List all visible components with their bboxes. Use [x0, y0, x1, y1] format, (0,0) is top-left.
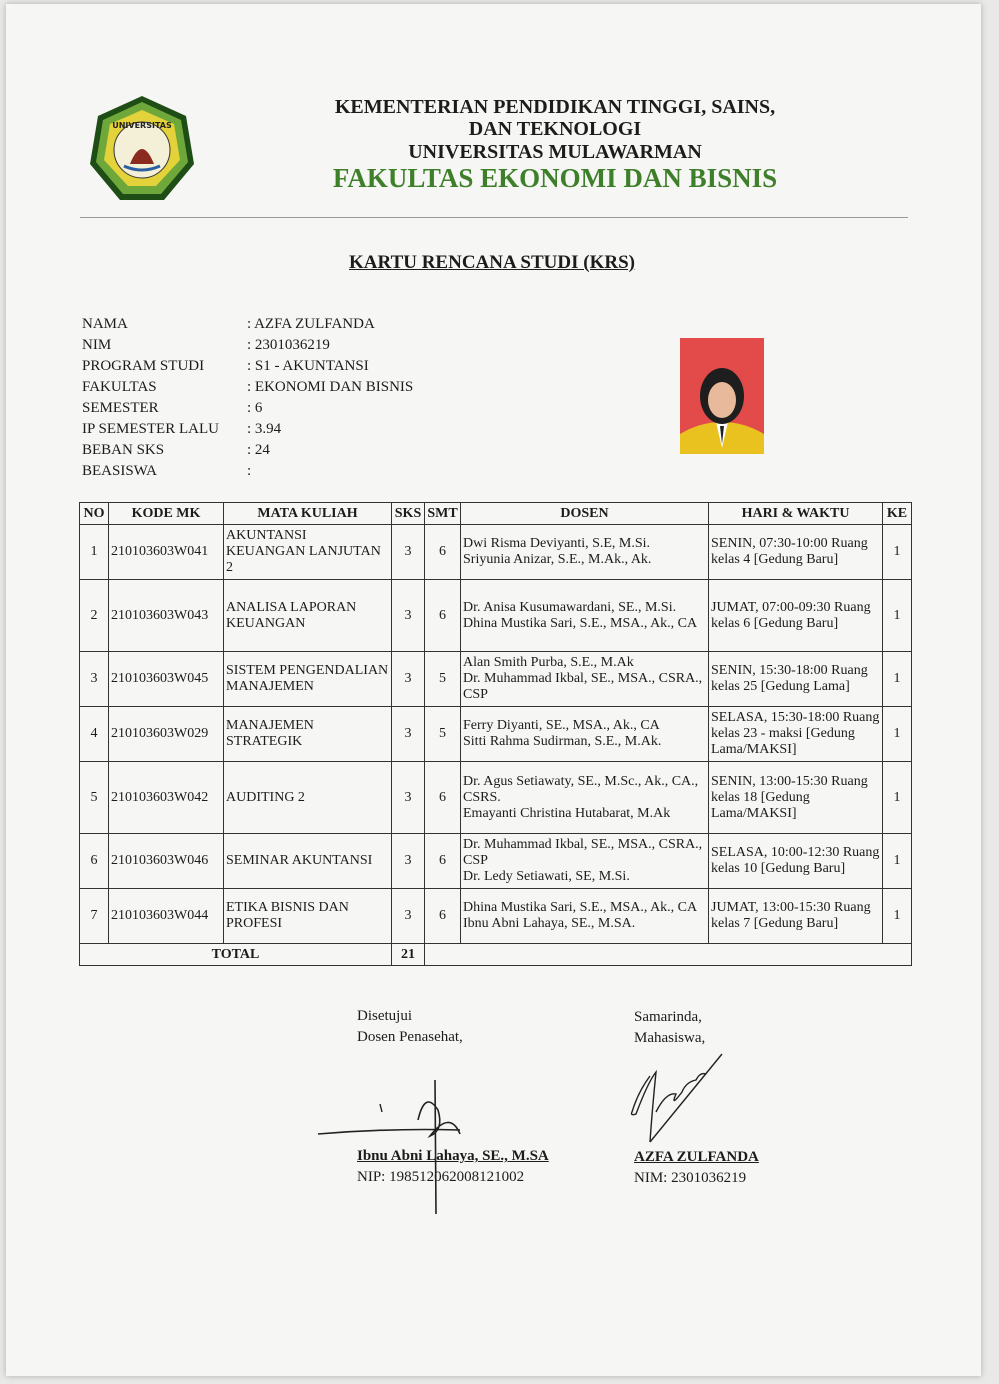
cell-smt: 6	[425, 580, 461, 652]
university-name: UNIVERSITAS MULAWARMAN	[408, 141, 702, 163]
ministry-line-1: KEMENTERIAN PENDIDIKAN TINGGI, SAINS,	[334, 96, 776, 118]
cell-dosen	[461, 525, 709, 580]
dosen-name: Dr. Muhammad Ikbal, SE., MSA., CSRA., CSP	[463, 837, 703, 868]
cell-hari-waktu: JUMAT, 07:00-09:30 Ruang kelas 6 [Gedung Baru]	[709, 580, 883, 652]
student-nim: NIM: 2301036219	[634, 1170, 747, 1186]
table-row	[80, 762, 912, 834]
col-sks: SKS	[392, 503, 425, 525]
cell-no: 6	[80, 834, 109, 889]
col-mata-kuliah: MATA KULIAH	[224, 503, 392, 525]
total-label: TOTAL	[80, 944, 392, 966]
student-signature-icon	[626, 1052, 726, 1148]
student-role-label: Mahasiswa,	[634, 1030, 706, 1046]
cell-no: 2	[80, 580, 109, 652]
cell-kode: 210103603W046	[109, 834, 224, 889]
ministry-line-2: DAN TEKNOLOGI	[468, 118, 642, 140]
cell-no: 3	[80, 652, 109, 707]
cell-mata-kuliah: ETIKA BISNIS DAN PROFESI	[224, 889, 392, 944]
cell-ke: 1	[883, 525, 912, 580]
cell-ke: 1	[883, 652, 912, 707]
cell-mata-kuliah: AKUNTANSI KEUANGAN LANJUTAN 2	[224, 525, 392, 580]
document-title: KARTU RENCANA STUDI (KRS)	[349, 252, 635, 273]
cell-kode: 210103603W041	[109, 525, 224, 580]
cell-ke: 1	[883, 834, 912, 889]
header-divider	[80, 217, 908, 218]
cell-mata-kuliah: MANAJEMEN STRATEGIK	[224, 707, 392, 762]
dosen-name: Dwi Risma Deviyanti, S.E, M.Si.	[463, 536, 651, 551]
col-no: NO	[80, 503, 109, 525]
cell-dosen	[461, 762, 709, 834]
table-row	[80, 834, 912, 889]
info-value: : 6	[247, 400, 263, 416]
cell-smt: 6	[425, 762, 461, 834]
cell-ke: 1	[883, 762, 912, 834]
cell-kode: 210103603W044	[109, 889, 224, 944]
col-kode: KODE MK	[109, 503, 224, 525]
dosen-name: Sitti Rahma Sudirman, S.E., M.Ak.	[463, 734, 662, 749]
university-logo	[86, 94, 198, 206]
cell-dosen	[461, 889, 709, 944]
cell-no: 5	[80, 762, 109, 834]
cell-hari-waktu: SENIN, 15:30-18:00 Ruang kelas 25 [Gedung Lama]	[709, 652, 883, 707]
cell-sks: 3	[392, 580, 425, 652]
info-label: BEBAN SKS	[82, 442, 165, 458]
cell-dosen	[461, 580, 709, 652]
info-value: : 24	[247, 442, 270, 458]
cell-kode: 210103603W045	[109, 652, 224, 707]
cell-kode: 210103603W042	[109, 762, 224, 834]
dosen-name: Dhina Mustika Sari, S.E., MSA., Ak., CA	[463, 615, 698, 631]
cell-hari-waktu: SELASA, 15:30-18:00 Ruang kelas 23 - maksi [Gedung Lama/MAKSI]	[709, 707, 883, 762]
cell-dosen	[461, 652, 709, 707]
col-smt: SMT	[425, 503, 461, 525]
table-row	[80, 580, 912, 652]
advisor-signature-icon	[310, 1080, 510, 1220]
cell-sks: 3	[392, 834, 425, 889]
dosen-name: Dr. Ledy Setiawati, SE, M.Si.	[463, 869, 630, 884]
cell-smt: 5	[425, 652, 461, 707]
total-empty	[425, 944, 912, 966]
table-row	[80, 889, 912, 944]
info-value: : S1 - AKUNTANSI	[247, 358, 369, 374]
cell-sks: 3	[392, 762, 425, 834]
advisor-role-label: Dosen Penasehat,	[357, 1029, 463, 1045]
student-photo	[680, 338, 764, 454]
info-value: : 2301036219	[247, 337, 330, 353]
dosen-name: Dr. Muhammad Ikbal, SE., MSA., CSRA., CSP	[463, 671, 703, 702]
col-hari-waktu: HARI & WAKTU	[709, 503, 883, 525]
table-header-row	[80, 503, 912, 525]
student-name: AZFA ZULFANDA	[634, 1149, 759, 1165]
cell-sks: 3	[392, 889, 425, 944]
cell-hari-waktu: SENIN, 07:30-10:00 Ruang kelas 4 [Gedung Baru]	[709, 525, 883, 580]
cell-no: 7	[80, 889, 109, 944]
dosen-name: Dr. Anisa Kusumawardani, SE., M.Si.	[463, 599, 677, 615]
table-row	[80, 652, 912, 707]
dosen-name: Ibnu Abni Lahaya, SE., M.SA.	[463, 916, 636, 931]
info-label: NIM	[82, 337, 112, 353]
krs-table	[79, 502, 912, 966]
cell-ke: 1	[883, 707, 912, 762]
cell-no: 1	[80, 525, 109, 580]
info-label: SEMESTER	[82, 400, 159, 416]
cell-sks: 3	[392, 652, 425, 707]
cell-sks: 3	[392, 707, 425, 762]
info-value: : AZFA ZULFANDA	[247, 316, 375, 332]
dosen-name: Sriyunia Anizar, S.E., M.Ak., Ak.	[463, 552, 652, 567]
info-value: : EKONOMI DAN BISNIS	[247, 379, 414, 395]
cell-kode: 210103603W029	[109, 707, 224, 762]
total-sks: 21	[392, 944, 425, 966]
info-label: FAKULTAS	[82, 379, 157, 395]
info-value: :	[247, 463, 252, 479]
logo-text: UNIVERSITAS	[112, 121, 172, 130]
info-label: BEASISWA	[82, 463, 158, 479]
advisor-approved-label: Disetujui	[357, 1008, 412, 1024]
cell-sks: 3	[392, 525, 425, 580]
student-city-label: Samarinda,	[634, 1009, 702, 1025]
dosen-name: Dr. Agus Setiawaty, SE., M.Sc., Ak., CA., CSRS.	[463, 773, 699, 805]
info-value: : 3.94	[247, 421, 282, 437]
cell-kode: 210103603W043	[109, 580, 224, 652]
cell-hari-waktu: JUMAT, 13:00-15:30 Ruang kelas 7 [Gedung Baru]	[709, 889, 883, 944]
cell-hari-waktu: SENIN, 13:00-15:30 Ruang kelas 18 [Gedung Lama/MAKSI]	[709, 762, 883, 834]
faculty-name: FAKULTAS EKONOMI DAN BISNIS	[332, 163, 778, 193]
dosen-name: Alan Smith Purba, S.E., M.Ak	[463, 655, 634, 670]
cell-mata-kuliah: SISTEM PENGENDALIAN MANAJEMEN	[224, 652, 392, 707]
cell-mata-kuliah: AUDITING 2	[224, 762, 392, 834]
dosen-name: Emayanti Christina Hutabarat, M.Ak	[463, 805, 671, 821]
cell-dosen	[461, 707, 709, 762]
advisor-nip: NIP: 198512062008121002	[357, 1169, 525, 1185]
dosen-name: Dhina Mustika Sari, S.E., MSA., Ak., CA	[463, 900, 698, 915]
cell-hari-waktu: SELASA, 10:00-12:30 Ruang kelas 10 [Gedung Baru]	[709, 834, 883, 889]
total-row	[80, 944, 912, 966]
cell-ke: 1	[883, 580, 912, 652]
cell-smt: 6	[425, 889, 461, 944]
col-dosen: DOSEN	[461, 503, 709, 525]
cell-mata-kuliah: SEMINAR AKUNTANSI	[224, 834, 392, 889]
table-row	[80, 707, 912, 762]
info-label: IP SEMESTER LALU	[82, 421, 219, 437]
cell-smt: 6	[425, 525, 461, 580]
col-ke: KE	[883, 503, 912, 525]
info-label: NAMA	[82, 316, 128, 332]
table-row	[80, 525, 912, 580]
advisor-name: Ibnu Abni Lahaya, SE., M.SA	[357, 1148, 549, 1164]
cell-ke: 1	[883, 889, 912, 944]
info-label: PROGRAM STUDI	[82, 358, 205, 374]
cell-no: 4	[80, 707, 109, 762]
dosen-name: Ferry Diyanti, SE., MSA., Ak., CA	[463, 718, 660, 733]
cell-smt: 5	[425, 707, 461, 762]
cell-dosen	[461, 834, 709, 889]
cell-mata-kuliah: ANALISA LAPORAN KEUANGAN	[224, 580, 392, 652]
cell-smt: 6	[425, 834, 461, 889]
